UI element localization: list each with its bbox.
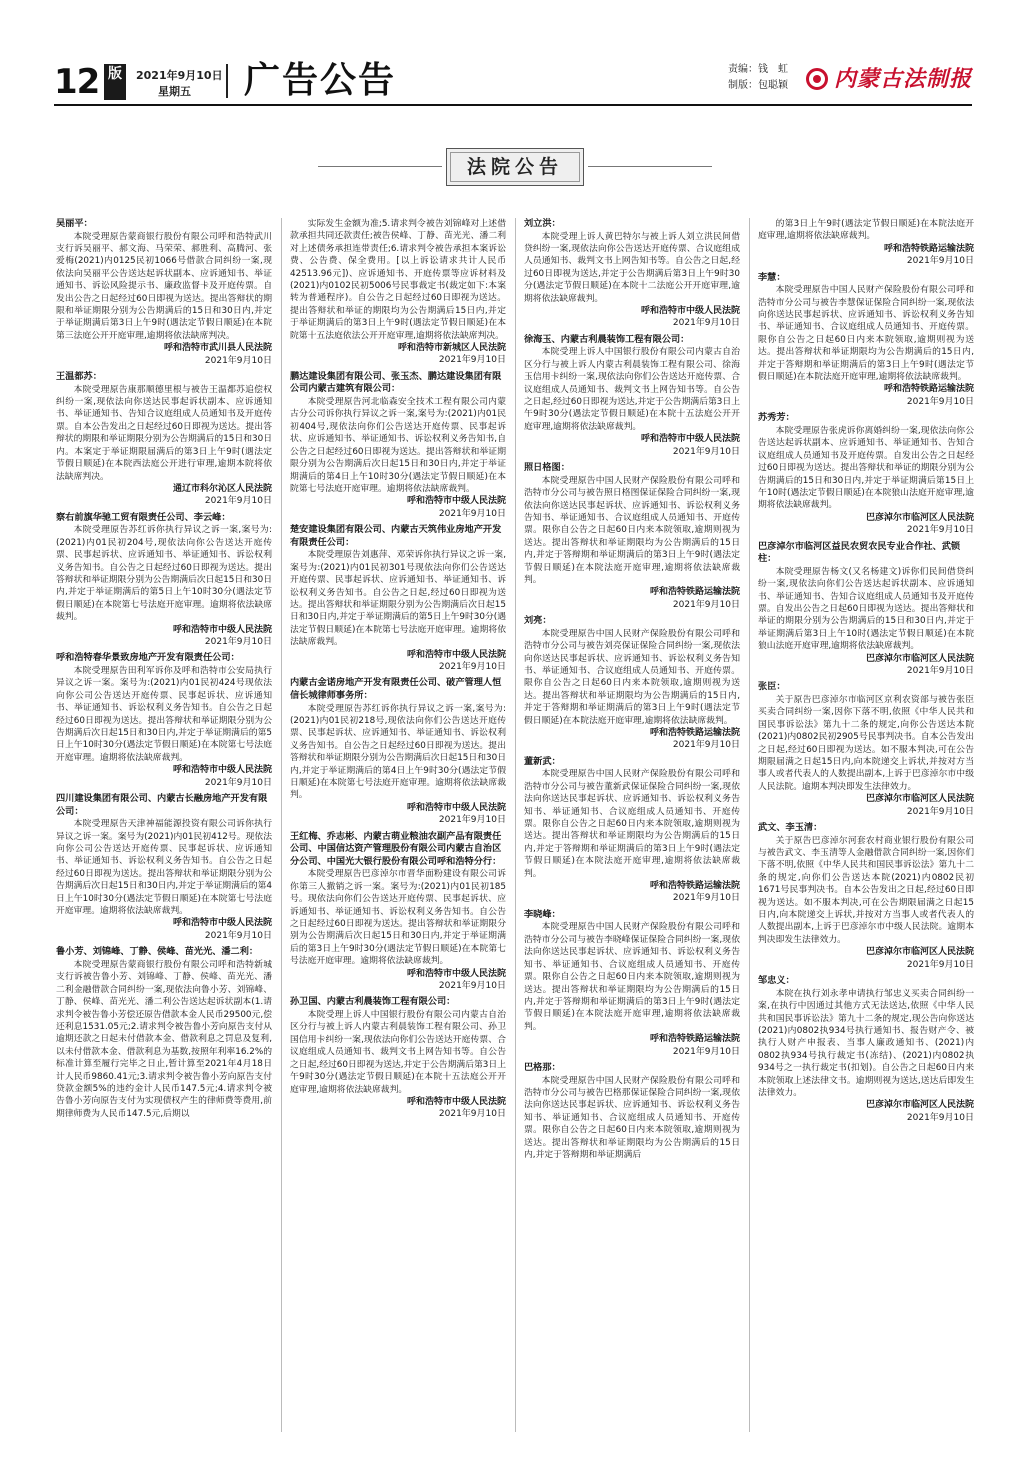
notice-court: 呼和浩特市中级人民法院	[406, 496, 506, 507]
notice-body: 本院受理上诉人中国银行股份有限公司内蒙古自治区分行与被上诉人内蒙古利晨装饰工程有限公司、徐海玉信用卡纠纷一案,现依法向你们公告送达开庭传票、合议庭组成人员通知书、裁判文书上网告知书等。自公告之日起,经过60日即视为送达,并定于公告期满后第3日上午9时30分(遇法定节假日顺延)在本院十五法庭公开开庭审理,逾期将依法缺席裁判。	[524, 347, 740, 432]
column-2	[290, 218, 506, 1125]
newspaper-logo	[806, 66, 972, 92]
notice-court: 呼和浩特市中级人民法院	[406, 968, 506, 979]
notice-date: 2021年9月10日	[438, 508, 506, 519]
notice-date: 2021年9月10日	[438, 355, 506, 366]
notice-addressee: 吴丽平：	[56, 218, 93, 229]
notice-court: 呼和浩特市中级人民法院	[172, 918, 272, 929]
notice-court: 呼和浩特市中级人民法院	[640, 434, 740, 445]
column-3	[524, 218, 740, 1165]
notice-court: 巴彦淖尔市临河区人民法院	[865, 653, 974, 664]
notice-date: 2021年9月10日	[672, 1046, 740, 1057]
notice-court: 呼和浩特市中级人民法院	[406, 649, 506, 660]
notice-body: 本院受理原告河北临森安全技术工程有限公司内蒙古分公司诉你执行异议之诉一案,案号为:(2021)内01民初404号,现依法向你们公告送达开庭传票、民事起诉状、应诉通知书、举证通知书、诉讼权利义务告知书,自公告之日起经过60日即视为送达。提出答辩状和举证期限分别为公告期满后次日起15日和30日内,并定于举证期满后的第4日上午10时30分(遇法定节假日顺延)在本院第七号法庭开庭审理。逾期将依法缺席裁判。	[290, 397, 506, 494]
notice-body: 本院受理原告中国人民财产保险股份有限公司呼和浩特市分公司与被告董新武保证保险合同纠纷一案,现依法向你送达民事起诉状、应诉通知书、诉讼权利义务告知书、举证通知书、合议庭组成人员通知书、开庭传票。限你自公告之日起60日内来本院领取,逾期则视为送达。提出答辩状和举证期限均为公告期满后的15日内,并定于答辩期和举证期满后的第3日上午9时(遇法定节假日顺延)在本院法庭开庭审理,逾期将依法缺席裁判。	[524, 769, 740, 879]
column-separator	[749, 218, 750, 1432]
issue-date-value: 2021年9月10日	[136, 69, 223, 82]
notice-addressee: 徐海玉、内蒙古利晨装饰工程有限公司：	[524, 333, 690, 345]
court-notice	[290, 371, 506, 520]
notice-addressee: 四川建设集团有限公司、内蒙古长融房地产开发有限公司：	[56, 793, 268, 817]
notice-court: 呼和浩特铁路运输法院	[649, 728, 740, 738]
court-notice	[56, 218, 272, 367]
banner-title: 法院公告	[466, 156, 563, 178]
court-notice	[56, 946, 272, 1120]
court-notice	[758, 541, 974, 678]
notice-body: 本院受理原告康那顺德里根与被告王温都苏追偿权纠纷一案,现依法向你送达民事起诉状副本、应诉通知书、举证通知书、告知合议庭组成人员通知书及开庭传票。自本公告发出之日起经过60日即视为送达。提出答辩状的期限和举证期限分别为公告期满后的15日和30日内。本案定于举证期限届满后的第3日上午9时(遇法定节假日顺延)在本院西法庭公开进行审理,逾期本院将依法缺席判决。	[56, 384, 272, 482]
notice-court: 呼和浩特铁路运输法院	[649, 587, 740, 598]
notice-body: 本院受理原告蒙商银行股份有限公司呼和浩特新城支行诉被告鲁小芳、刘锦峰、丁静、侯峰、苗光光、潘二利金融借款合同纠纷一案,现依法向鲁小芳、刘锦峰、丁静、侯峰、苗光光、潘二利公告送达起诉状副本(1.请求判令被告鲁小芳偿还原告借款本金人民币29500元,偿还利息1531.05元;2.请求判令被告鲁小芳向原告支付从逾期还款之日起未付借款本金、借款利息之罚息及复利,以未付借款本金、借款利息为基数,按照年利率16.2%的标准计算至履行完毕之日止,暂计算至2021年4月18日计人民币9860.41元;3.请求判令被告鲁小芳向原告支付贷款金额5%的违约金计人民币147.5元;4.请求判令被告鲁小芳向原告支付为实现债权产生的律师费等费用,前期律师费为人民币147.5元,后期以	[56, 959, 272, 1119]
notice-addressee: 张臣：	[758, 681, 786, 693]
notice-addressee: 鹏达建设集团有限公司、张玉杰、鹏达建设集团有限公司内蒙古建筑有限公司：	[290, 370, 502, 395]
notice-body: 本院受理原告刘惠萍、邓荣诉你执行异议之诉一案,案号为:(2021)内01民初301号现依法向你们公告送达开庭传票、民事起诉状、应诉通知书、举证通知书、诉讼权利义务告知书。自公告之日起,经过60日即视为送达。提出答辩状和举证期限分别为公告期满后次日起15日和30日内,并定于举证期满后的第5日上午9时30分(遇法定节假日顺延)在本院第七号法庭开庭审理。逾期将依法缺席裁判。	[290, 550, 506, 648]
notice-date: 2021年9月10日	[906, 959, 974, 970]
notice-body: 本院在执行刘永孝申请执行邹忠义买卖合同纠纷一案,在执行中因通过其他方式无法送达,依照《中华人民共和国民事诉讼法》第九十二条的规定,现公告向你送达(2021)内0802执934号执行通知书、报告财产令、被执行人财产申报表、当事人廉政通知书、(2021)内0802执934号执行裁定书(冻结)、(2021)内0802执934号之一执行裁定书(扣划)。自公告之日起60日内来本院领取上述法律文书。逾期则视为送达,送达后即发生法律效力。	[758, 988, 974, 1098]
section-banner	[446, 148, 584, 186]
court-notice	[524, 462, 740, 611]
editor-credits	[728, 62, 788, 94]
logo-emblem-icon	[806, 68, 828, 90]
notice-body: 本院受理上诉人黄巴特尔与被上诉人刘立洪民间借贷纠纷一案,现依法向你公告送达开庭传票、合议庭组成人员通知书、裁判文书上网告知书等。自公告之日起,经过60日即视为送达,并定于公告期满后第3日上午9时30分(遇法定节假日顺延)在本院十二法庭公开开庭审理,逾期将依法缺席裁判。	[524, 231, 740, 304]
header-rule	[54, 104, 972, 106]
notice-date: 2021年9月10日	[204, 930, 272, 941]
notice-court: 呼和浩特市中级人民法院	[406, 802, 506, 813]
notice-court: 呼和浩特市中级人民法院	[172, 624, 272, 635]
court-notice	[758, 822, 974, 971]
notice-date: 2021年9月10日	[906, 525, 974, 536]
notice-addressee: 王温都苏：	[56, 371, 102, 383]
column-separator	[515, 218, 516, 1432]
court-notice	[524, 756, 740, 905]
notice-body: 本院受理原告中国人民财产保险股份有限公司呼和浩特市分公司与被告照日格图保证保险合同纠纷一案,现依法向你送达民事起诉状、应诉通知书、诉讼权利义务告知书、举证通知书、合议庭组成人员通知书、开庭传票。限你自公告之日起60日内来本院领取,逾期则视为送达。提出答辩状和举证期限均为公告期满后的15日内,并定于答辩期和举证期满后的第3日上午9时(遇法定节假日顺延)在本院法庭开庭审理,逾期将依法缺席裁判。	[524, 475, 740, 585]
notice-addressee: 武文、李玉清：	[758, 822, 823, 834]
notice-body: 本院受理原告中国人民财产保险股份有限公司呼和浩特市分公司与被告李慧保证保险合同纠纷一案,现依法向你送达民事起诉状、应诉通知书、诉讼权利义务告知书、举证通知书、合议庭组成人员通知书、开庭传票。限你自公告之日起60日内来本院领取,逾期则视为送达。提出答辩状和举证期限均为公告期满后的15日内,并定于答辩期和举证期满后的第3日上午9时(遇法定节假日顺延)在本院法庭开庭审理,逾期将依法缺席裁判。	[758, 285, 974, 383]
notice-addressee: 巴彦淖尔市临河区益民农贸农民专业合作社、武锁柱：	[758, 540, 961, 565]
court-notice	[290, 996, 506, 1120]
notice-court: 呼和浩特市中级人民法院	[406, 1096, 506, 1107]
notice-date: 2021年9月10日	[672, 446, 740, 457]
notice-addressee: 鲁小芳、刘锦峰、丁静、侯峰、苗光光、潘二利：	[56, 946, 259, 958]
court-notice	[758, 681, 974, 818]
notice-court: 呼和浩特铁路运输法院	[649, 881, 740, 892]
notice-addressee: 呼和浩特春华景致房地产开发有限责任公司：	[56, 652, 240, 664]
court-notice	[56, 652, 272, 789]
editor-name: 责编：钱 虹	[728, 64, 788, 75]
notice-court: 巴彦淖尔市临河区人民法院	[865, 794, 974, 805]
notice-body: 关于原告巴彦淖尔河套农村商业银行股份有限公司与被告武文、李玉清等人金融借款合同纠纷一案,因你们下落不明,依照《中华人民共和国民事诉讼法》第九十二条的规定,向你们公告送达本院(2021)内0802民初1671号民事判决书。自本公告发出之日起,经过60日即视为送达。如不服本判决,可在公告期限届满之日起15日内,向本院递交上诉状,并按对方当事人或者代表人的人数提出副本,上诉于巴彦淖尔市中级人民法院。逾期本判决即发生法律效力。	[758, 835, 974, 945]
notice-date: 2021年9月10日	[672, 599, 740, 610]
notice-addressee: 内蒙古金诺房地产开发有限责任公司、破产管理人恒信长城律师事务所：	[290, 677, 502, 701]
page-number-value: 12	[54, 62, 100, 102]
notice-date: 2021年9月10日	[906, 396, 974, 407]
notice-court: 呼和浩特市新城区人民法院	[397, 343, 506, 354]
notice-body: 本院受理原告蒙商银行股份有限公司呼和浩特武川支行诉吴丽平、郝文海、马荣荣、郝胜利、高腾河、张爱梅(2021)内0125民初1066号借款合同纠纷一案,现依法向吴丽平公告送达起诉状副本、应诉通知书、举证通知书、诉讼风险提示书、廉政监督卡及开庭传票。自发出公告之日起经过60日即视为送达。提出答辩状的期限和举证期限分别为公告期满后的15日和30日内,并定于举证期满后第3日上午9时(遇法定节假日顺延)在本院第三法庭公开开庭审理,逾期将依法缺席判决。	[56, 231, 272, 341]
page-ban-label: 版	[104, 64, 126, 100]
notice-addressee: 刘立洪：	[524, 218, 561, 229]
notice-date: 2021年9月10日	[204, 355, 272, 366]
newspaper-name: 内蒙古法制报	[834, 66, 973, 92]
notice-court: 呼和浩特铁路运输法院	[883, 384, 974, 395]
court-notice	[524, 334, 740, 458]
court-notice	[290, 831, 506, 993]
notice-addressee: 邹忠义：	[758, 975, 795, 987]
notice-date: 2021年9月10日	[906, 256, 974, 267]
notice-date: 2021年9月10日	[438, 981, 506, 992]
notice-addressee: 李晓峰：	[524, 908, 561, 920]
notice-addressee: 照日格图：	[524, 462, 570, 474]
notice-court: 呼和浩特铁路运输法院	[649, 1034, 740, 1045]
notice-addressee: 巴格那：	[524, 1061, 561, 1073]
notice-body: 本院受理原告张虎诉你离婚纠纷一案,现依法向你公告送达起诉状副本、应诉通知书、举证通知书、告知合议庭组成人员通知书及开庭传票。自发出公告之日起经过60日即视为送达。提出答辩状和举证的期限分别为公告期满后的15日和30日内,并定于举证期满后第15日上午10时(遇法定节假日顺延)在本院狼山法庭开庭审理,逾期将依法缺席裁判。	[758, 425, 974, 511]
notice-court: 巴彦淖尔市临河区人民法院	[865, 1100, 974, 1111]
notice-addressee: 王红梅、乔志彬、内蒙古萌业粮油农副产品有限责任公司、中国信达资产管理股份有限公司内蒙古自治区分公司、中国光大银行股份有限公司呼和浩特分行：	[290, 830, 502, 867]
court-notice	[290, 218, 506, 367]
court-notice	[524, 909, 740, 1058]
notice-date: 2021年9月10日	[438, 815, 506, 826]
notice-body: 本院受理原告杨文(又名杨建文)诉你们民间借贷纠纷一案,现依法向你们公告送达起诉状副本、应诉通知书、举证通知书、告知合议庭组成人员通知书及开庭传票。自发出公告之日起60日即视为送达。提出答辩状和举证的期限分别为公告期满后的15日和30日内,并定于举证期满后第3日上午10时(遇法定节假日顺延)在本院狼山法庭开庭审理,逾期将依法缺席裁判。	[758, 566, 974, 652]
notice-date: 2021年9月10日	[672, 318, 740, 329]
producer-name: 制版：包聪颖	[728, 80, 788, 91]
court-notice	[56, 793, 272, 942]
issue-date	[136, 68, 223, 100]
court-notice	[524, 1062, 740, 1161]
notice-body: 实际发生金额为准;5.请求判令被告刘锦峰对上述借款承担共同还款责任;被告侯峰、丁静、苗光光、潘二利对上述债务承担连带责任;6.请求判令被告承担本案诉讼费、公告费、保全费用。[以上诉讼请求共计人民币42513.96元])、应诉通知书、开庭传票等应诉材料及(2021)内0102民初5006号民事裁定书(裁定如下:本案转为普通程序)。自公告之日起经过60日即视为送达。提出答辩状和举证的期限均为公告期满后15日内,并定于举证期满后的第3日上午9时(遇法定节假日顺延)在本院第十五法庭依法公开开庭审理,逾期将依法缺席判决。	[290, 219, 506, 341]
court-notice	[290, 677, 506, 826]
section-title: 广告公告	[244, 60, 397, 101]
notice-court: 呼和浩特市中级人民法院	[640, 306, 740, 317]
notice-body: 本院受理原告苏红诉你执行异议之诉一案,案号为:(2021)内01民初204号,现依法向你公告送达开庭传票、民事起诉状、应诉通知书、举证通知书、诉讼权利义务告知书。自公告之日起经过60日即视为送达。提出答辩状和举证期限分别为公告期满后次日起15日和30日内,并定于举证期满后的第5日上午10时30分(遇法定节假日顺延)在本院第七号法庭开庭审理。逾期将依法缺席裁判。	[56, 525, 272, 623]
notice-body: 本院受理原告田利军诉你及呼和浩特市公安局执行异议之诉一案。案号为:(2021)内01民初424号现依法向你公司公告送达开庭传票、民事起诉状、应诉通知书、举证通知书、诉讼权利义务告知书。自公告之日起经过60日即视为送达。提出答辩状和举证期限分别为公告期满后次日起15日和30日内,并定于举证期满后的第5日上午10时30分(遇法定节假日顺延)在本院第七号法庭开庭审理。逾期将依法缺席裁判。	[56, 665, 272, 763]
notice-body: 本院受理原告天津神福能源投资有限公司诉你执行异议之诉一案。案号为(2021)内01民初412号。现依法向你公司公告送达开庭传票、民事起诉状、应诉通知书、举证通知书、诉讼权利义务告知书。自公告之日起经过60日即视为送达。提出答辩状和举证期限分别为公告期满后次日起15日和30日内,并定于举证期满后的第4日上午10时30分(遇法定节假日顺延)在本院第七号法庭开庭审理。逾期将依法缺席裁判。	[56, 819, 272, 917]
notice-body: 本院受理原告中国人民财产保险股份有限公司呼和浩特市分公司与被告李晓峰保证保险合同纠纷一案,现依法向你送达民事起诉状、应诉通知书、诉讼权利义务告知书、举证通知书、合议庭组成人员通知书、开庭传票。限你自公告之日起60日内来本院领取,逾期则视为送达。提出答辩状和举证期限均为公告期满后的15日内,并定于答辩期和举证期满后的第3日上午9时(遇法定节假日顺延)在本院法庭开庭审理,逾期将依法缺席裁判。	[524, 922, 740, 1032]
notice-date: 2021年9月10日	[906, 665, 974, 676]
notice-body: 的第3日上午9时(遇法定节假日顺延)在本院法庭开庭审理,逾期将依法缺席裁判。	[758, 219, 974, 242]
notice-date: 2021年9月10日	[204, 636, 272, 647]
notice-court: 巴彦淖尔市临河区人民法院	[865, 947, 974, 958]
notice-date: 2021年9月10日	[438, 1109, 506, 1120]
notice-date: 2021年9月10日	[672, 893, 740, 904]
notice-court: 巴彦淖尔市临河区人民法院	[865, 512, 974, 523]
court-notice	[758, 218, 974, 268]
notice-body: 关于原告巴彦淖尔市临河区京利农资部与被告张臣买卖合同纠纷一案,因你下落不明,依照《中华人民共和国民事诉讼法》第九十二条的规定,向你公告送达本院(2021)内0802民初2905号民事判决书。自本公告发出之日起,经过60日即视为送达。如不服本判决,可在公告期限届满之日起15日内,向本院递交上诉状,并按对方当事人或者代表人的人数提出副本,上诉于巴彦淖尔市中级人民法院。逾期本判决即发生法律效力。	[758, 694, 974, 792]
notice-body: 本院受理原告巴彦淖尔市晋华面粉建设有限公司诉你第三人撤销之诉一案。案号为:(2021)内01民初185号。现依法向你们公告送达开庭传票、民事起诉状、应诉通知书、举证通知书、诉讼权利义务告知书。自公告之日起经过60日即视为送达。提出答辩状和举证期限分别为公告期满后次日起15日和30日内,并定于举证期满后的第3日上午9时30分(遇法定节假日顺延)在本院第七号法庭开庭审理。逾期将依法缺席裁判。	[290, 869, 506, 967]
notice-date: 2021年9月10日	[204, 777, 272, 788]
banner-line-left	[318, 166, 442, 167]
notice-addressee: 孙卫国、内蒙古利晨装饰工程有限公司：	[290, 996, 456, 1008]
column-separator	[281, 218, 282, 1432]
notice-addressee: 刘亮：	[524, 615, 552, 627]
notice-date: 2021年9月10日	[438, 661, 506, 672]
notice-court: 通辽市科尔沁区人民法院	[172, 483, 272, 494]
notice-addressee: 苏秀芳：	[758, 412, 795, 424]
court-notice	[758, 272, 974, 409]
court-notice	[524, 615, 740, 752]
court-notice	[56, 512, 272, 649]
notice-date: 2021年9月10日	[672, 740, 740, 751]
notice-date: 2021年9月10日	[906, 806, 974, 817]
court-notice	[758, 412, 974, 536]
court-notice	[758, 975, 974, 1124]
court-notice	[290, 524, 506, 673]
issue-weekday: 星期五	[158, 85, 191, 98]
header-divider	[226, 64, 228, 98]
notice-addressee: 楚安建设集团有限公司、内蒙古天筑伟业房地产开发有限责任公司：	[290, 524, 502, 548]
column-1	[56, 218, 272, 1124]
court-notice	[56, 371, 272, 508]
notice-body: 本院受理原告苏红诉你执行异议之诉一案,案号为:(2021)内01民初218号,现依法向你们公告送达开庭传票、民事起诉状、应诉通知书、举证通知书、诉讼权利义务告知书。自公告之日起经过60日即视为送达。提出答辩状和举证期限分别为公告期满后次日起15日和30日内,并定于举证期满后的第4日上午9时30分(遇法定节假日顺延)在本院第七号法庭开庭审理。逾期将依法缺席裁判。	[290, 703, 506, 801]
notice-body: 本院受理原告中国人民财产保险股份有限公司呼和浩特市分公司与被告巴格那保证保险合同纠纷一案,现依法向你送达民事起诉状、应诉通知书、诉讼权利义务告知书、举证通知书、合议庭组成人员通知书、开庭传票。限你自公告之日起60日内来本院领取,逾期则视为送达。提出答辩状和举证期限均为公告期满后的15日内,并定于答辩期和举证期满后	[524, 1075, 740, 1160]
notice-addressee: 察右前旗华驰工贸有限责任公司、李云峰：	[56, 511, 231, 523]
notice-body: 本院受理上诉人中国银行股份有限公司内蒙古自治区分行与被上诉人内蒙古利晨装饰工程有限公司、孙卫国信用卡纠纷一案,现依法向你们公告送达开庭传票、合议庭组成人员通知书、裁判文书上网告知书等。自公告之日起,经过60日即视为送达,并定于公告期满后第3日上午9时30分(遇法定节假日顺延)在本院十五法庭公开开庭审理,逾期将依法缺席裁判。	[290, 1010, 506, 1095]
notice-court: 呼和浩特铁路运输法院	[883, 243, 974, 254]
notice-addressee: 李慧：	[758, 271, 786, 283]
page-number	[54, 64, 126, 100]
notice-court: 呼和浩特市武川县人民法院	[163, 343, 272, 354]
notice-date: 2021年9月10日	[204, 496, 272, 507]
court-notice	[524, 218, 740, 330]
notice-addressee: 董新武：	[524, 755, 561, 767]
banner-line-right	[588, 166, 712, 167]
notice-court: 呼和浩特市中级人民法院	[172, 765, 272, 776]
column-4	[758, 218, 974, 1128]
notice-body: 本院受理原告中国人民财产保险股份有限公司呼和浩特市分公司与被告刘亮保证保险合同纠纷一案,现依法向你送达民事起诉状、应诉通知书、诉讼权利义务告知书、举证通知书、合议庭组成人员通知书、开庭传票。限你自公告之日起60日内来本院领取,逾期则视为送达。提出答辩状和举证期限均为公告期满后的15日内,并定于答辩期和举证期满后的第3日上午9时(遇法定节假日顺延)在本院法庭开庭审理,逾期将依法缺席裁判。	[524, 628, 740, 726]
notice-date: 2021年9月10日	[906, 1112, 974, 1123]
